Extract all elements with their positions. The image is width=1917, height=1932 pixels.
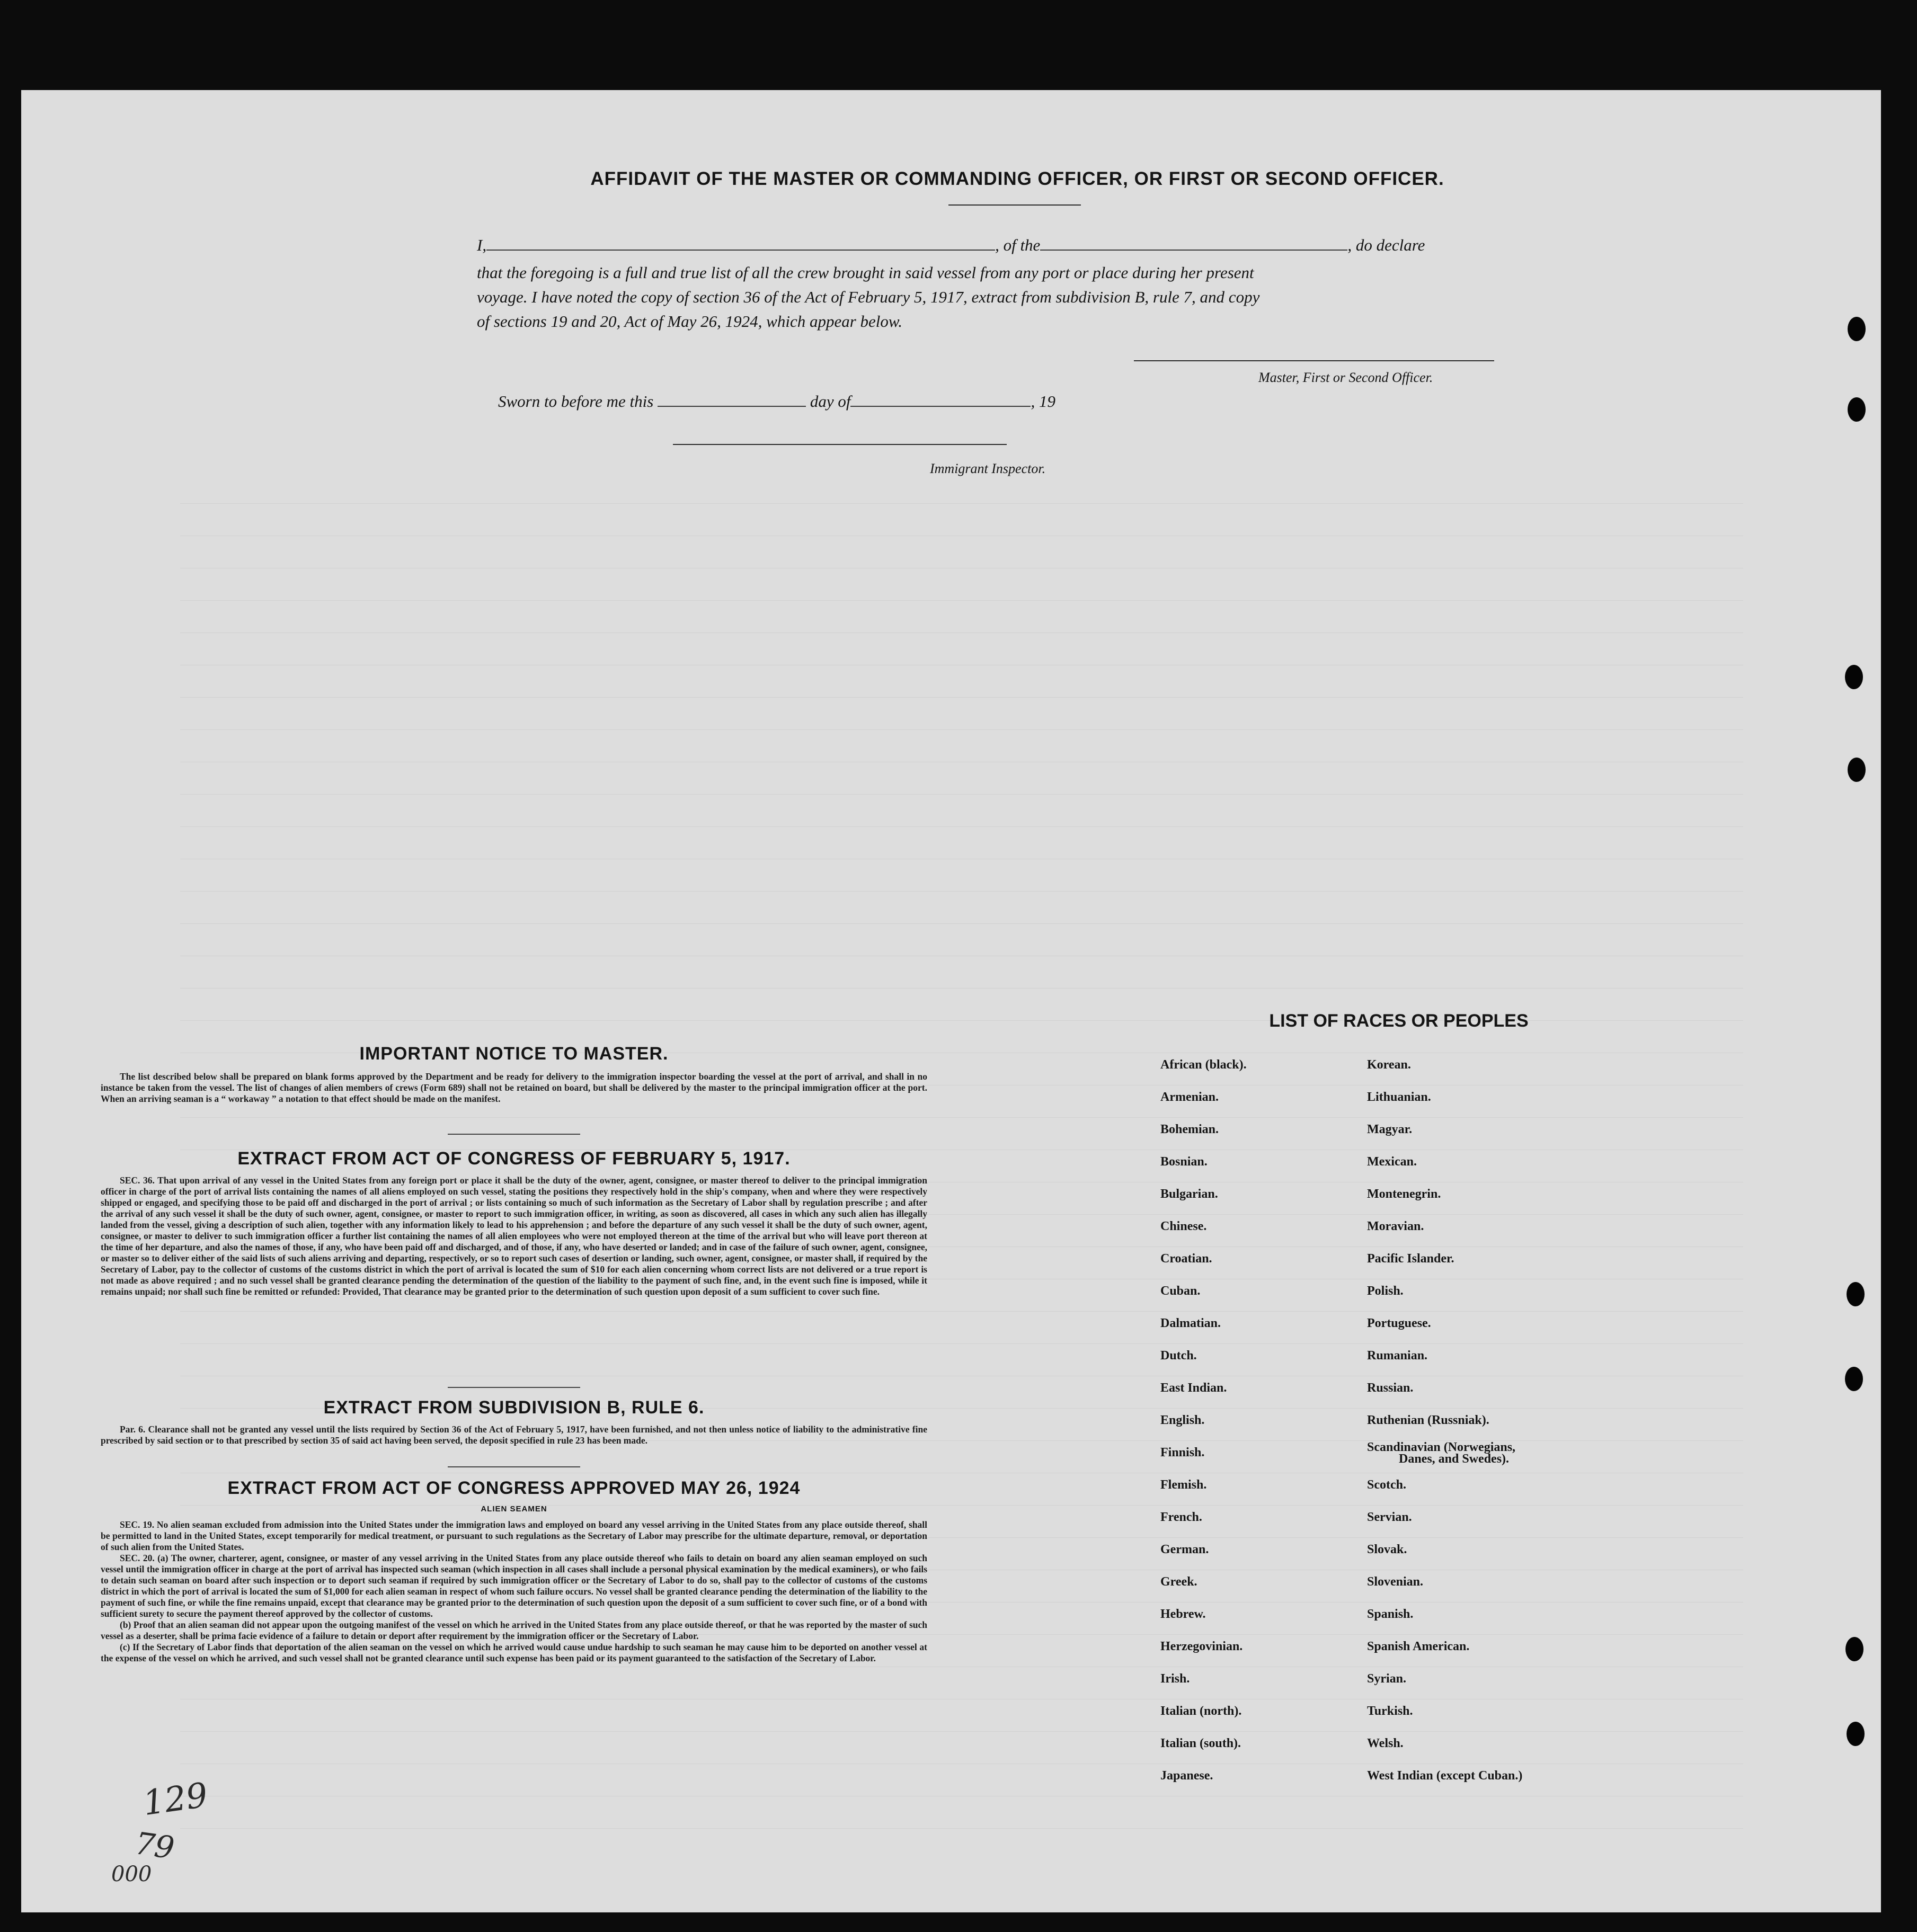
punch-hole	[1848, 397, 1866, 422]
race-item: English.	[1160, 1413, 1205, 1427]
extract-rule6-title: EXTRACT FROM SUBDIVISION B, RULE 6.	[323, 1397, 705, 1418]
race-item: Japanese.	[1160, 1769, 1213, 1783]
race-item: Herzegovinian.	[1160, 1640, 1243, 1653]
affidavit-do-declare: , do declare	[1347, 236, 1425, 254]
race-item: Ruthenian (Russniak).	[1367, 1413, 1489, 1427]
punch-hole	[1848, 758, 1866, 782]
race-item: East Indian.	[1160, 1381, 1227, 1395]
race-item: Bulgarian.	[1160, 1187, 1218, 1201]
affidavit-of-the: , of the	[995, 236, 1041, 254]
race-item: Italian (north).	[1160, 1704, 1242, 1718]
sworn-day-blank[interactable]	[658, 390, 806, 407]
race-item: Servian.	[1367, 1510, 1412, 1524]
extract-1917-text: SEC. 36. That upon arrival of any vessel in the United States from any foreign port or place it shall be the duty of the owner, agent, consignee, or master thereof to deliver to the principal immigration officer in charge of the port of arrival lists containing the names of all aliens employed on such vessel, stating the positions they respectively hold in the ship's company, when and where they were respectively shipped or engaged, and specifying those to be paid off and discharged in the port of arrival ; or lists containing so much of such information as the Secretary of Labor shall by regulation prescribe ; and after the arrival of any such vessel it shall be the duty of such owner, agent, consignee, or master to report to such immigration officer, in writing, as soon as discovered, all cases in which any such alien has illegally landed from the vessel, giving a description of such alien, together with any information likely to lead to his apprehension ; and before the departure of any such vessel it shall be the duty of such owner, agent, consignee, or master to deliver to such immigration officer a further list containing the names of all alien employees who were not employed thereon at the time of the arrival but who will leave port thereon at the time of her departure, and also the names of those, if any, who have been paid off and discharged, and of those, if any, who have deserted or landed; and in case of the failure of such owner, agent, consignee, or master so to deliver either of the said lists of such aliens arriving and departing, respectively, or so to report such cases of desertion or landing, such owner, agent, consignee, or master shall, if required by the Secretary of Labor, pay to the collector of customs of the customs district in which the port of arrival is located the sum of $10 for each alien concerning whom correct lists are not delivered or a true report is not made as above required ; and no such vessel shall be granted clearance pending the determination of the question of the liability to the payment of such fine, and, in the event such fine is imposed, while it remains unpaid; nor shall such fine be remitted or refunded: Provided, That clearance may be granted prior to the determination of such question upon deposit of a sum sufficient to cover such fine.	[101, 1175, 927, 1297]
punch-hole	[1847, 1722, 1865, 1746]
races-title: LIST OF RACES OR PEOPLES	[1269, 1011, 1529, 1031]
document-sheet	[21, 90, 1881, 1912]
extract-1924-subtitle: ALIEN SEAMEN	[481, 1504, 547, 1513]
race-item: Russian.	[1367, 1381, 1414, 1395]
race-item: Hebrew.	[1160, 1607, 1206, 1621]
divider	[448, 1387, 580, 1388]
margin-note: 79	[132, 1825, 177, 1866]
sec-20c-text: (c) If the Secretary of Labor finds that deportation of the alien seaman on the vessel on which he arrived would cause undue hardship to such seaman he may cause him to be deported on another vessel at the expense of the vessel on which he arrived, and such vessel shall not be granted clearance until such expense has been paid or its payment guaranteed to the satisfaction of the Secretary of Labor.	[101, 1642, 927, 1663]
extract-1924-title: EXTRACT FROM ACT OF CONGRESS APPROVED MAY 26, 1924	[227, 1478, 801, 1498]
sworn-prefix: Sworn to before me this	[498, 392, 654, 411]
affidavit-title: AFFIDAVIT OF THE MASTER OR COMMANDING OFFICER, OR FIRST OR SECOND OFFICER.	[590, 168, 1444, 189]
race-item: Magyar.	[1367, 1123, 1413, 1136]
notice-text: The list described below shall be prepared on blank forms approved by the Department and be ready for delivery to the immigration inspector boarding the vessel at the port of arrival, and shall in no instance be taken from the vessel. The list of changes of alien members of crews (Form 689) shall not be retained on board, but shall be delivered by the master to the principal immigration officer at the port. When an arriving seaman is a “ workaway ” a notation to that effect should be made on the manifest.	[101, 1071, 927, 1104]
master-signature-line[interactable]	[1134, 360, 1494, 361]
race-item: German.	[1160, 1543, 1209, 1556]
sec-20b-text: (b) Proof that an alien seaman did not appear upon the outgoing manifest of the vessel on which he arrived in the United States from any place outside thereof, or that he was reported by the master of such vessel as a deserter, shall be prima facie evidence of a failure to detain or deport after requirement by the immigration officer or the Secretary of Labor.	[101, 1619, 927, 1641]
race-item: Spanish American.	[1367, 1640, 1470, 1653]
affidavit-declaration-line	[477, 233, 1515, 257]
race-item: Dalmatian.	[1160, 1316, 1221, 1330]
punch-hole	[1845, 665, 1863, 689]
race-item: Irish.	[1160, 1672, 1190, 1686]
margin-note: 000	[111, 1862, 152, 1886]
race-item: Mexican.	[1367, 1155, 1417, 1169]
race-item: West Indian (except Cuban.)	[1367, 1769, 1523, 1783]
sec-19-text: SEC. 19. No alien seaman excluded from admission into the United States under the immigration laws and employed on board any vessel arriving in the United States from any place outside thereof, shall be permitted to land in the United States, except temporarily for medical treatment, or pursuant to such regulations as the Secretary of Labor may prescribe for the ultimate departure, removal, or deportation of such alien from the United States.	[101, 1519, 927, 1552]
vessel-blank[interactable]	[1040, 234, 1347, 251]
race-item: Polish.	[1367, 1284, 1404, 1298]
race-item: Moravian.	[1367, 1219, 1424, 1233]
punch-hole	[1845, 1367, 1863, 1391]
race-item: Croatian.	[1160, 1252, 1212, 1266]
races-column-2	[1367, 1049, 1522, 1792]
affidavit-text-line: that the foregoing is a full and true list of all the crew brought in said vessel from any port or place during her present	[477, 263, 1254, 282]
race-item: Dutch.	[1160, 1349, 1197, 1363]
affidavit-text-line: of sections 19 and 20, Act of May 26, 1924, which appear below.	[477, 312, 903, 331]
race-item: Portuguese.	[1367, 1316, 1431, 1330]
race-item: Flemish.	[1160, 1478, 1207, 1492]
extract-1924-text	[101, 1519, 927, 1664]
margin-note: 129	[140, 1775, 210, 1824]
inspector-caption: Immigrant Inspector.	[930, 461, 1046, 476]
affidavit-i: I,	[477, 236, 487, 254]
sworn-month-blank[interactable]	[850, 390, 1031, 407]
race-item: Scotch.	[1367, 1478, 1406, 1492]
title-underline	[948, 204, 1081, 206]
extract-1917-title: EXTRACT FROM ACT OF CONGRESS OF FEBRUARY 5, 1917.	[237, 1148, 791, 1169]
race-item: Italian (south).	[1160, 1737, 1241, 1750]
race-item: Chinese.	[1160, 1219, 1207, 1233]
race-item: Syrian.	[1367, 1672, 1407, 1686]
master-caption: Master, First or Second Officer.	[1258, 370, 1433, 385]
race-item: Montenegrin.	[1367, 1187, 1441, 1201]
race-item: Danes, and Swedes).	[1399, 1452, 1510, 1466]
race-item: French.	[1160, 1510, 1202, 1524]
race-item: Bosnian.	[1160, 1155, 1208, 1169]
extract-rule6-text: Par. 6. Clearance shall not be granted any vessel until the lists required by Section 36 of the Act of February 5, 1917, have been furnished, and not then unless notice of liability to the administrative fine prescribed by said section or to that prescribed by section 35 of said act having been served, the deposit specified in rule 23 has been made.	[101, 1424, 927, 1446]
race-item: Pacific Islander.	[1367, 1252, 1454, 1266]
sworn-year: , 19	[1031, 392, 1055, 411]
race-item: Slovenian.	[1367, 1575, 1424, 1589]
race-item: Rumanian.	[1367, 1349, 1428, 1363]
race-item: Slovak.	[1367, 1543, 1407, 1556]
race-item: Spanish.	[1367, 1607, 1414, 1621]
punch-hole	[1848, 317, 1866, 341]
race-item: Greek.	[1160, 1575, 1197, 1589]
affidavit-text-line: voyage. I have noted the copy of section 36 of the Act of February 5, 1917, extract from subdivision B, rule 7, and copy	[477, 288, 1260, 306]
race-item: Bohemian.	[1160, 1123, 1219, 1136]
punch-hole	[1845, 1637, 1863, 1661]
races-column-1	[1160, 1049, 1247, 1792]
race-item: Turkish.	[1367, 1704, 1413, 1718]
race-item: Armenian.	[1160, 1090, 1219, 1104]
race-item: Scandinavian (Norwegians,	[1367, 1440, 1516, 1454]
punch-hole	[1847, 1282, 1865, 1306]
inspector-signature-line[interactable]	[673, 444, 1007, 445]
race-item: Welsh.	[1367, 1737, 1404, 1750]
name-blank[interactable]	[486, 234, 995, 251]
race-item: Cuban.	[1160, 1284, 1201, 1298]
race-item: African (black).	[1160, 1058, 1247, 1072]
divider	[448, 1466, 580, 1467]
race-item: Korean.	[1367, 1058, 1411, 1072]
sworn-line	[498, 389, 1537, 414]
race-item: Lithuanian.	[1367, 1090, 1431, 1104]
sec-20a-text: SEC. 20. (a) The owner, charterer, agent, consignee, or master of any vessel arriving in the United States from any place outside thereof who fails to detain on board any alien seaman employed on such vessel until the immigration officer in charge at the port of arrival has inspected such seaman (which inspection in all cases shall include a personal physical examination by the medical examiners), or who fails to detain such seaman on board after such inspection or to deport such seaman if required by such immigration officer or the Secretary of Labor to do so, shall pay to the collector of customs of the customs district in which the port of arrival is located the sum of $1,000 for each alien seaman in respect of whom such failure occurs. No vessel shall be granted clearance pending the determination of the liability to the payment of such fine, or while the fine remains unpaid, except that clearance may be granted prior to the determination of such question upon the deposit of a sum sufficient to cover such fine, or of a bond with sufficient surety to secure the payment thereof approved by the collector of customs.	[101, 1553, 927, 1619]
divider	[448, 1134, 580, 1135]
notice-title: IMPORTANT NOTICE TO MASTER.	[359, 1044, 669, 1064]
sworn-day-of: day of	[810, 392, 851, 411]
race-item: Finnish.	[1160, 1446, 1205, 1459]
